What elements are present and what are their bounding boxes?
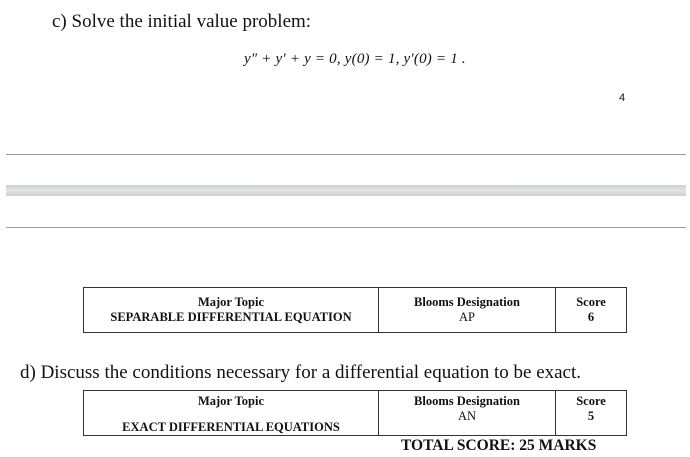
page-break-line-bottom [6,227,686,228]
score-header: Score [576,394,606,408]
score-value: 6 [587,310,595,324]
total-score: TOTAL SCORE: 25 MARKS [401,437,597,454]
page-number: 4 [619,92,626,104]
page-gap-band [6,185,686,196]
topic-table-d [83,390,627,436]
topic-table-c [83,287,627,333]
question-d-text: d) Discuss the conditions necessary for a differential equation to be exact. [20,362,582,383]
question-c-equation: y″ + y′ + y = 0, y(0) = 1, y′(0) = 1 . [244,51,466,67]
score-value: 5 [587,409,595,423]
blooms-value: AP [459,310,475,324]
major-topic-header: Major Topic [197,295,265,309]
major-topic-cell [84,391,379,436]
question-c-text: c) Solve the initial value problem: [52,11,312,32]
blooms-value: AN [457,409,477,423]
blooms-header: Blooms Designation [414,295,520,309]
blooms-cell [379,391,556,436]
major-topic-value: EXACT DIFFERENTIAL EQUATIONS [122,420,340,434]
major-topic-header: Major Topic [197,394,265,408]
score-cell [556,288,627,333]
blooms-cell [379,288,556,333]
major-topic-cell [84,288,379,333]
score-cell [556,391,627,436]
page-break-line-top [6,154,686,155]
major-topic-value: SEPARABLE DIFFERENTIAL EQUATION [110,310,352,324]
blooms-header: Blooms Designation [414,394,520,408]
score-header: Score [576,295,606,309]
